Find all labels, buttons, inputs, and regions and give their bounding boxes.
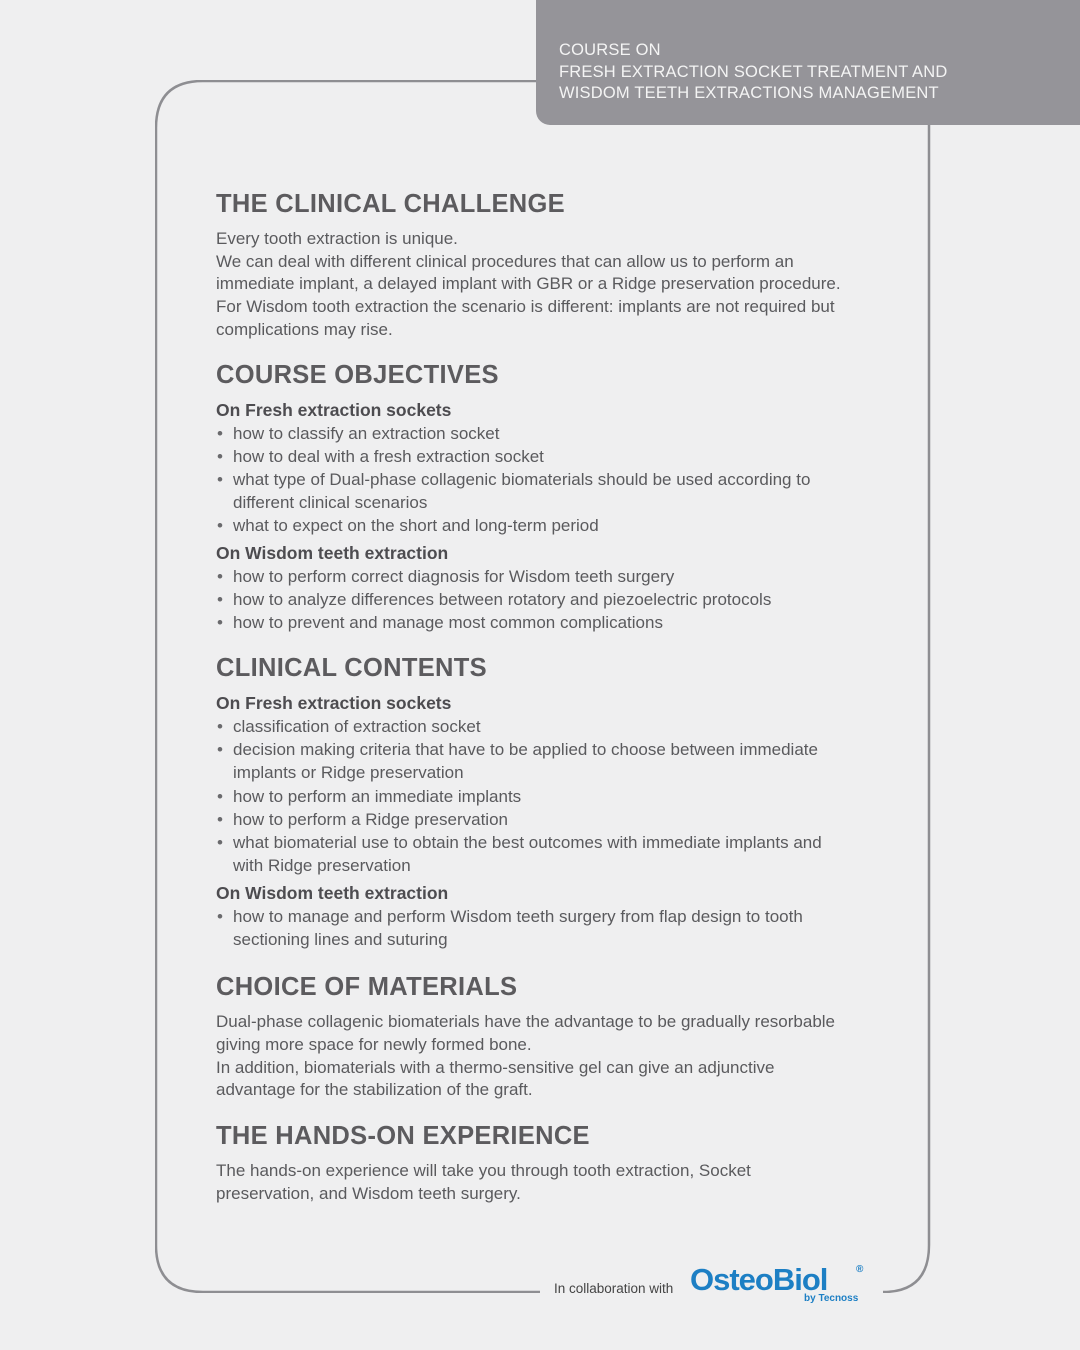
section-title: THE HANDS-ON EXPERIENCE xyxy=(216,1121,590,1150)
section-clinical-challenge xyxy=(216,188,926,342)
list-item xyxy=(216,468,926,514)
list-item-line: with Ridge preservation xyxy=(233,855,411,875)
course-title-line-2: FRESH EXTRACTION SOCKET TREATMENT AND xyxy=(559,62,948,81)
list-item-line: • how to prevent and manage most common complications xyxy=(233,613,663,633)
list-item xyxy=(216,611,926,634)
list-item-line: different clinical scenarios xyxy=(233,492,428,512)
list-item-line: sectioning lines and suturing xyxy=(233,930,448,950)
section-paragraph xyxy=(216,1011,926,1102)
paragraph-line: We can deal with different clinical procedures that can allow us to perform an xyxy=(216,251,794,271)
subheading: On Wisdom teeth extraction xyxy=(216,882,449,903)
subheading: On Fresh extraction sockets xyxy=(216,399,452,420)
list-item-line: • what to expect on the short and long-term period xyxy=(233,515,599,535)
list-item-line: • how to perform a Ridge preservation xyxy=(233,809,508,829)
list-item xyxy=(216,808,926,831)
list-item xyxy=(216,785,926,808)
section-choice-of-materials xyxy=(216,971,926,1102)
osteobiol-logo xyxy=(690,1262,870,1308)
list-item-line: • how to deal with a fresh extraction socket xyxy=(233,446,544,466)
course-title-line-3: WISDOM TEETH EXTRACTIONS MANAGEMENT xyxy=(559,84,939,102)
section-title: COURSE OBJECTIVES xyxy=(216,360,499,389)
course-title-line-1: COURSE ON xyxy=(559,41,661,59)
list-item xyxy=(216,422,926,445)
section-title: THE CLINICAL CHALLENGE xyxy=(216,190,565,218)
section-clinical-contents xyxy=(216,652,926,951)
list-item-line: • decision making criteria that have to be applied to choose between immediate xyxy=(233,740,818,760)
list-item xyxy=(216,445,926,468)
main-content xyxy=(216,188,926,1205)
list-item-line: • what type of Dual-phase collagenic biomaterials should be used according to xyxy=(233,469,811,489)
paragraph-line: complications may rise. xyxy=(216,319,393,339)
registered-mark: ® xyxy=(856,1264,864,1275)
paragraph-line: The hands-on experience will take you through tooth extraction, Socket xyxy=(216,1160,751,1180)
list-item-line: • how to classify an extraction socket xyxy=(233,423,500,443)
paragraph-line: advantage for the stabilization of the graft. xyxy=(216,1080,533,1100)
list-item xyxy=(216,565,926,588)
paragraph-line: For Wisdom tooth extraction the scenario is different: implants are not required but xyxy=(216,297,835,317)
subheading: On Fresh extraction sockets xyxy=(216,693,452,714)
list-item xyxy=(216,905,926,951)
paragraph-line: giving more space for newly formed bone. xyxy=(216,1034,532,1054)
section-paragraph xyxy=(216,228,926,342)
collaboration-text: In collaboration with xyxy=(554,1281,674,1296)
paragraph-line: immediate implant, a delayed implant with GBR or a Ridge preservation procedure. xyxy=(216,274,841,294)
list-item xyxy=(216,588,926,611)
logo-byline: by Tecnoss xyxy=(804,1293,859,1304)
section-title: CHOICE OF MATERIALS xyxy=(216,973,518,1002)
list-item xyxy=(216,831,926,877)
list-item xyxy=(216,738,926,784)
list-item-line: • classification of extraction socket xyxy=(233,717,481,737)
list-item-line: • how to perform correct diagnosis for Wisdom teeth surgery xyxy=(233,566,675,586)
collaboration-footer xyxy=(550,1262,880,1312)
logo-wordmark: OsteoBiol xyxy=(690,1262,828,1297)
list-item xyxy=(216,514,926,537)
section-course-objectives xyxy=(216,359,926,635)
bullet-list xyxy=(216,905,926,951)
course-title-banner xyxy=(536,0,1080,125)
bullet-list xyxy=(216,422,926,537)
paragraph-line: Every tooth extraction is unique. xyxy=(216,229,458,248)
paragraph-line: preservation, and Wisdom teeth surgery. xyxy=(216,1183,521,1203)
section-title: CLINICAL CONTENTS xyxy=(216,654,487,683)
list-item-line: • what biomaterial use to obtain the best outcomes with immediate implants and xyxy=(233,832,822,852)
list-item-line: • how to analyze differences between rotatory and piezoelectric protocols xyxy=(233,590,772,610)
paragraph-line: Dual-phase collagenic biomaterials have the advantage to be gradually resorbable xyxy=(216,1012,836,1032)
section-paragraph xyxy=(216,1160,926,1205)
bullet-list xyxy=(216,715,926,877)
list-item xyxy=(216,715,926,738)
section-hands-on-experience xyxy=(216,1120,926,1205)
list-item-line: • how to manage and perform Wisdom teeth surgery from flap design to tooth xyxy=(233,906,803,926)
bullet-list xyxy=(216,565,926,634)
paragraph-line: In addition, biomaterials with a thermo-sensitive gel can give an adjunctive xyxy=(216,1057,775,1077)
list-item-line: implants or Ridge preservation xyxy=(233,763,464,783)
list-item-line: • how to perform an immediate implants xyxy=(233,786,522,806)
subheading: On Wisdom teeth extraction xyxy=(216,542,449,563)
